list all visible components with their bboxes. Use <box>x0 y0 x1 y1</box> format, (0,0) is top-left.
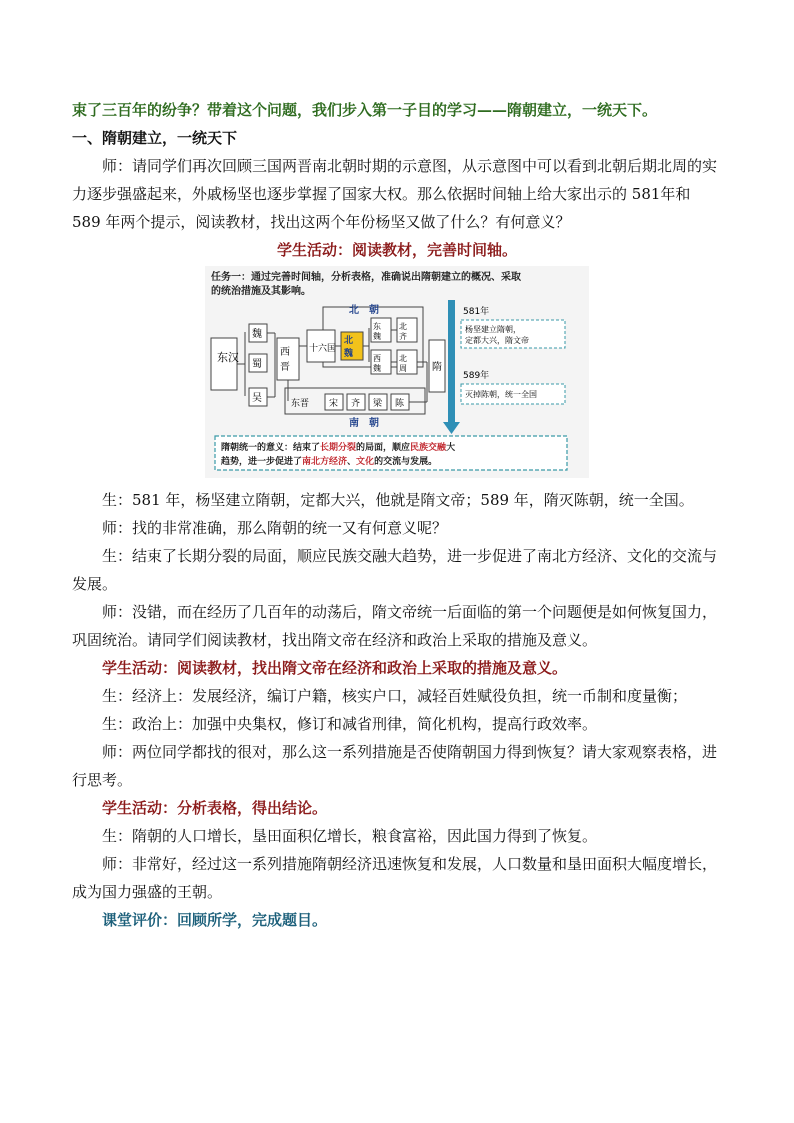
year-581: 581年 <box>463 307 490 317</box>
xijin-label-top: 西 <box>280 347 290 358</box>
song-label: 宋 <box>329 399 339 409</box>
student-paragraph-1: 生：581 年，杨坚建立隋朝，定都大兴，他就是隋文帝；589 年，隋灭陈朝，统一全国。 <box>102 491 694 509</box>
teacher-paragraph-5: 师：非常好，经过这一系列措施隋朝经济迅速恢复和发展，人口数量和垦田面积大幅度增长，成为国力强盛的王朝。 <box>72 855 718 901</box>
donghan-label: 东汉 <box>217 351 239 364</box>
dongwei-label-top: 东 <box>373 322 381 331</box>
xiwei-label-top: 西 <box>373 354 381 363</box>
meaning-line-1: 隋朝统一的意义：结束了长期分裂的局面，顺应民族交融大 <box>221 443 456 453</box>
chen-label: 陈 <box>395 399 405 409</box>
beiwei-label-bottom: 魏 <box>344 349 354 359</box>
teacher-paragraph-4: 师：两位同学都找的很对，那么这一系列措施是否使隋朝国力得到恢复？请大家观察表格，进行思考。 <box>72 743 718 789</box>
shu-label: 蜀 <box>252 359 262 370</box>
sui-label: 隋 <box>432 362 442 373</box>
timeline-axis <box>448 300 455 424</box>
beiwei-label-top: 北 <box>344 336 354 346</box>
event-589-text: 灭掉陈朝，统一全国 <box>465 390 537 399</box>
wei-label: 魏 <box>252 329 262 340</box>
student-activity-3: 学生活动：分析表格，得出结论。 <box>102 799 328 817</box>
student-activity-2: 学生活动：阅读教材，找出隋文帝在经济和政治上采取的措施及意义。 <box>102 659 568 677</box>
class-evaluation: 课堂评价：回顾所学，完成题目。 <box>102 911 328 929</box>
beizhou-label-top: 北 <box>399 354 407 363</box>
teacher-paragraph-2: 师：找的非常准确，那么隋朝的统一又有何意义呢？ <box>102 519 448 537</box>
shiliuguo-label: 十六国 <box>309 344 337 354</box>
beiqi-label-top: 北 <box>399 322 407 331</box>
timeline-figure <box>72 266 722 482</box>
north-dynasties-label: 北 朝 <box>349 305 379 316</box>
task-line-1: 任务一：通过完善时间轴，分析表格，准确说出隋朝建立的概况、采取 <box>211 272 521 283</box>
meaning-line-2: 趋势，进一步促进了南北方经济、文化的交流与发展。 <box>221 457 438 467</box>
student-paragraph-2: 生：结束了长期分裂的局面，顺应民族交融大趋势，进一步促进了南北方经济、文化的交流与发展。 <box>72 547 718 593</box>
xijin-label-bottom: 晋 <box>280 362 290 373</box>
beiqi-label-bottom: 齐 <box>399 332 407 341</box>
section-title: 一、隋朝建立，一统天下 <box>72 129 238 147</box>
event-581-line2: 定都大兴，隋文帝 <box>465 336 529 345</box>
xiwei-label-bottom: 魏 <box>373 364 381 373</box>
task-line-2: 的统治措施及其影响。 <box>211 286 311 297</box>
student-paragraph-3: 生：隋朝的人口增长，垦田面积亿增长，粮食富裕，因此国力得到了恢复。 <box>102 827 598 845</box>
student-activity-1: 学生活动：阅读教材，完善时间轴。 <box>276 241 517 259</box>
donghan-box <box>211 338 237 390</box>
student-economy-paragraph: 生：经济上：发展经济，编订户籍，核实户口，减轻百姓赋役负担，统一币制和度量衡； <box>102 687 688 705</box>
student-politics-paragraph: 生：政治上：加强中央集权，修订和减省刑律，简化机构，提高行政效率。 <box>102 715 598 733</box>
beizhou-label-bottom: 周 <box>399 364 407 373</box>
teacher-paragraph-1: 师：请同学们再次回顾三国两晋南北朝时期的示意图，从示意图中可以看到北朝后期北周的实力逐步强盛起来，外戚杨坚也逐步掌握了国家大权。那么依据时间轴上给大家出示的 581年和 589 年两个提示，阅读教材，找出这两个年份杨坚又做了什么？有何意义？ <box>72 157 718 231</box>
liang-label: 梁 <box>373 399 383 409</box>
dongjin-label: 东晋 <box>291 399 310 409</box>
year-589: 589年 <box>463 371 490 381</box>
timeline-diagram <box>205 266 589 478</box>
south-dynasties-label: 南 朝 <box>349 418 379 429</box>
event-581-line1: 杨坚建立隋朝， <box>465 325 521 334</box>
wu-label: 吴 <box>252 393 262 404</box>
teacher-paragraph-3: 师：没错，而在经历了几百年的动荡后，隋文帝统一后面临的第一个问题便是如何恢复国力，巩固统治。请同学们阅读教材，找出隋文帝在经济和政治上采取的措施及意义。 <box>72 603 718 649</box>
intro-line: 束了三百年的纷争？带着这个问题，我们步入第一子目的学习——隋朝建立，一统天下。 <box>72 101 658 119</box>
qi-label: 齐 <box>351 399 361 409</box>
page-content <box>72 96 722 934</box>
xijin-box <box>277 338 299 380</box>
dongwei-label-bottom: 魏 <box>373 332 381 341</box>
